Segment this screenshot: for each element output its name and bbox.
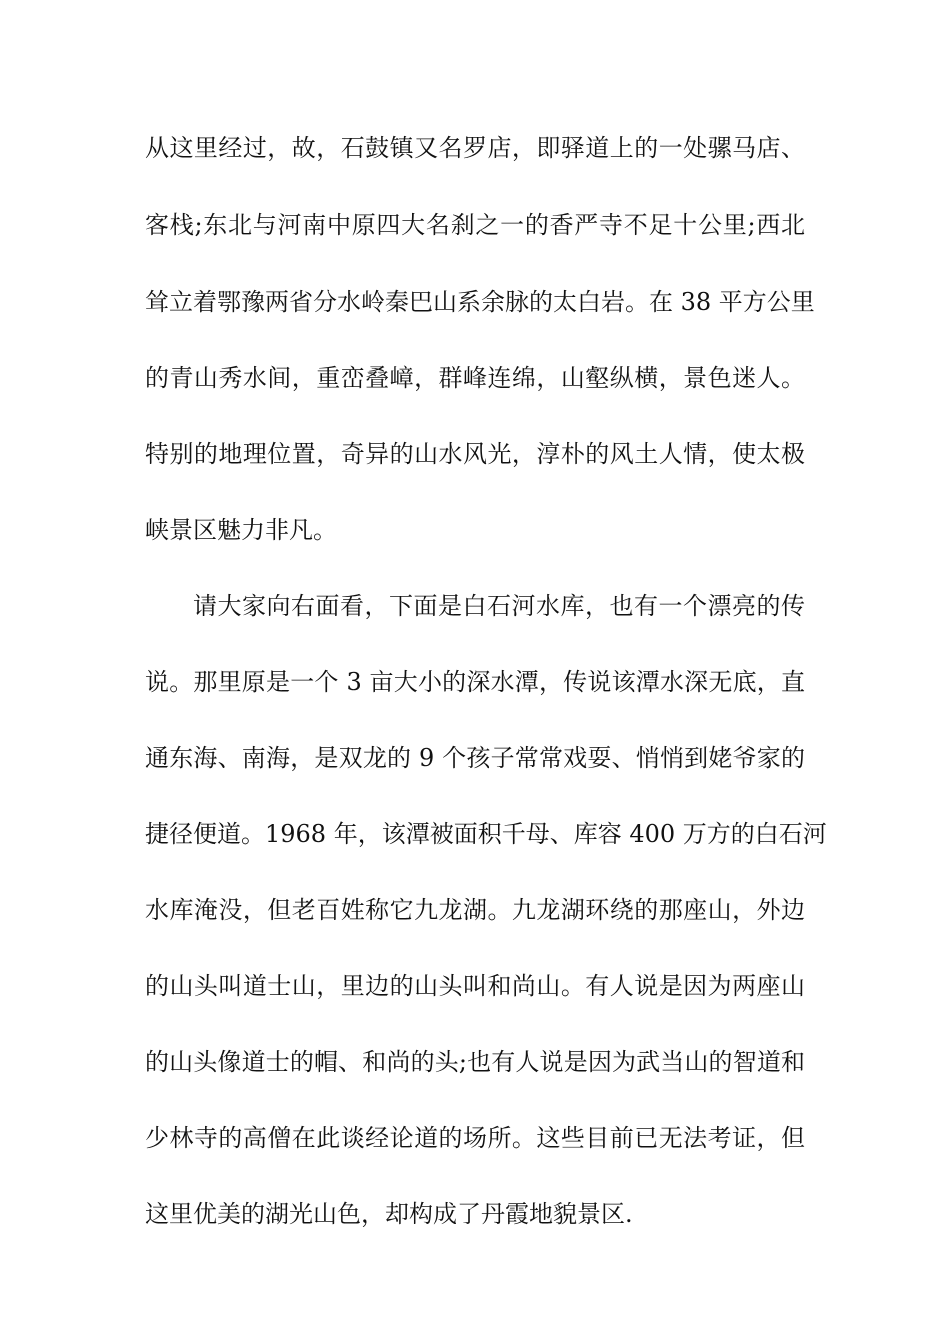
- paragraph-1-line-2: 客栈;东北与河南中原四大名刹之一的香严寺不足十公里;西北: [145, 211, 805, 239]
- paragraph-2-line-2: 说。那里原是一个 3 亩大小的深水潭，传说该潭水深无底，直: [145, 668, 805, 696]
- paragraph-2-line-6: 的山头叫道士山，里边的山头叫和尚山。有人说是因为两座山: [145, 972, 805, 1000]
- paragraph-2-line-5: 水库淹没，但老百姓称它九龙湖。九龙湖环绕的那座山，外边: [145, 896, 805, 924]
- paragraph-1-line-1: 从这里经过，故，石鼓镇又名罗店，即驿道上的一处骡马店、: [145, 134, 805, 162]
- paragraph-2-line-7: 的山头像道士的帽、和尚的头;也有人说是因为武当山的智道和: [145, 1048, 805, 1076]
- paragraph-1-line-6: 峡景区魅力非凡。: [145, 516, 337, 544]
- paragraph-1-line-4: 的青山秀水间，重峦叠嶂，群峰连绵，山壑纵横，景色迷人。: [145, 364, 805, 392]
- paragraph-1-line-3: 耸立着鄂豫两省分水岭秦巴山系余脉的太白岩。在 38 平方公里: [145, 288, 815, 316]
- paragraph-2-line-4: 捷径便道。1968 年，该潭被面积千母、库容 400 万方的白石河: [145, 820, 827, 848]
- paragraph-2-line-3: 通东海、南海，是双龙的 9 个孩子常常戏耍、悄悄到姥爷家的: [145, 744, 805, 772]
- paragraph-2-line-8: 少林寺的高僧在此谈经论道的场所。这些目前已无法考证，但: [145, 1124, 805, 1152]
- paragraph-1-line-5: 特别的地理位置，奇异的山水风光，淳朴的风土人情，使太极: [145, 440, 805, 468]
- paragraph-2-line-9: 这里优美的湖光山色，却构成了丹霞地貌景区.: [145, 1200, 633, 1228]
- paragraph-2-line-1: 请大家向右面看，下面是白石河水库，也有一个漂亮的传: [193, 592, 805, 620]
